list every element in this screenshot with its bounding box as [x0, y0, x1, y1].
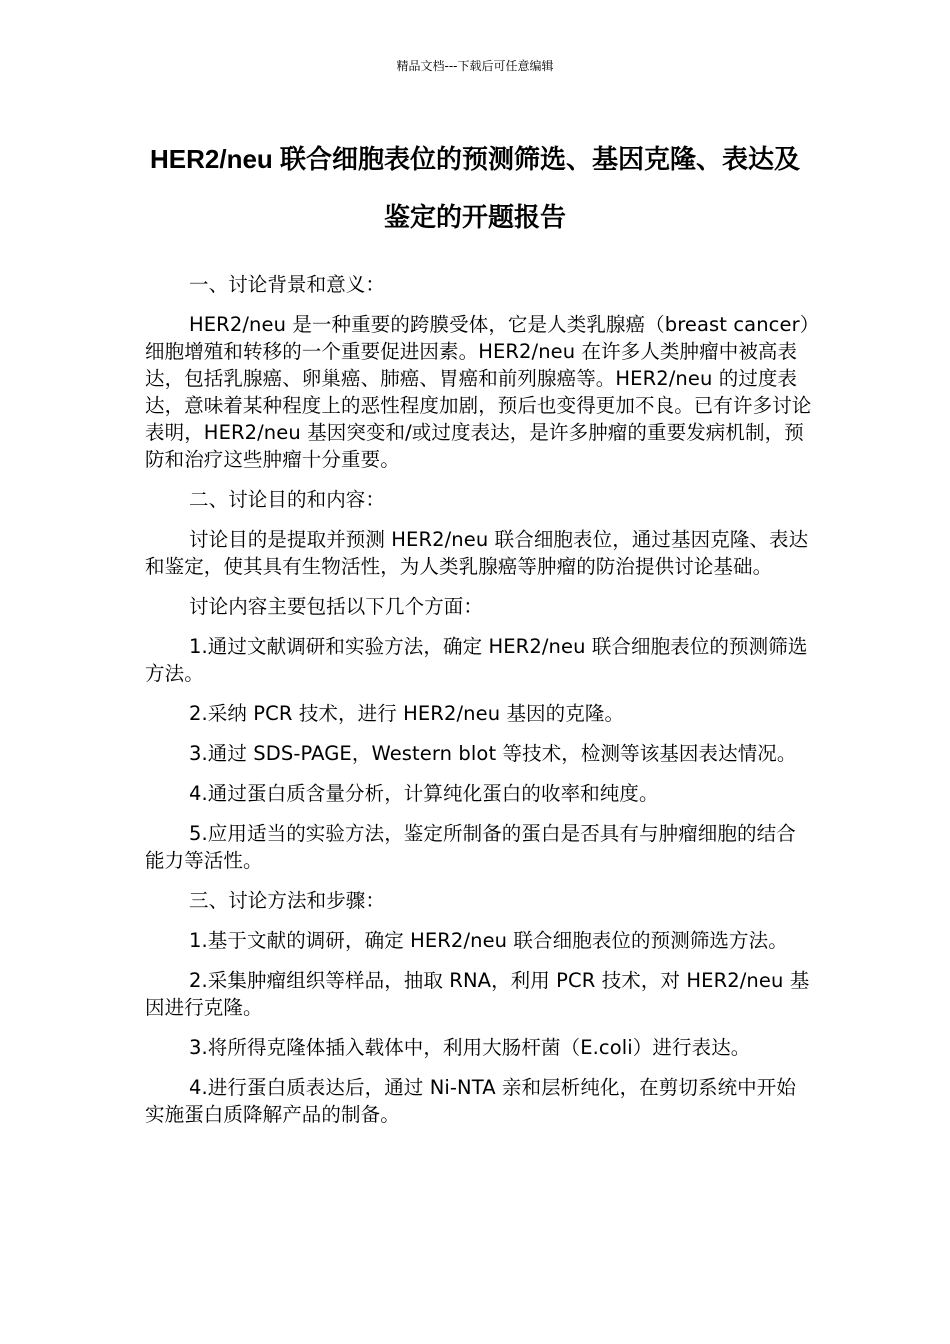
paragraph-background: HER2/neu 是一种重要的跨膜受体，它是人类乳腺癌（breast cancer）细胞增殖和转移的一个重要促进因素。HER2/neu 在许多人类肿瘤中被高表达，包括乳腺癌、卵巢癌、肺癌、胃癌和前列腺癌等。HER2/neu 的过度表达，意味着某种程度上的恶性程度加剧，预后也变得更加不良。已有许多讨论表明，HER2/neu 基因突变和/或过度表达，是许多肿瘤的重要发病机制，预防和治疗这些肿瘤十分重要。 — [145, 313, 812, 471]
paragraph-content-intro: 讨论内容主要包括以下几个方面： — [189, 595, 484, 618]
list-item: 3.通过 SDS-PAGE，Western blot 等技术，检测等该基因表达情况。 — [189, 742, 797, 765]
list-item: 1.基于文献的调研，确定 HER2/neu 联合细胞表位的预测筛选方法。 — [189, 929, 788, 952]
header-note: 精品文档---下载后可任意编辑 — [396, 59, 554, 73]
list-item: 4.进行蛋白质表达后，通过 Ni-NTA 亲和层析纯化，在剪切系统中开始实施蛋白质降解产品的制备。 — [145, 1076, 796, 1126]
section-heading-background: 一、讨论背景和意义： — [189, 273, 386, 296]
list-item: 5.应用适当的实验方法，鉴定所制备的蛋白是否具有与肿瘤细胞的结合能力等活性。 — [145, 822, 796, 872]
section-heading-purpose: 二、讨论目的和内容： — [189, 488, 386, 511]
document-title: HER2/neu 联合细胞表位的预测筛选、基因克隆、表达及鉴定的开题报告 — [149, 144, 801, 232]
list-item: 4.通过蛋白质含量分析，计算纯化蛋白的收率和纯度。 — [189, 782, 659, 805]
list-item: 2.采纳 PCR 技术，进行 HER2/neu 基因的克隆。 — [189, 702, 625, 725]
document-body — [145, 271, 813, 1141]
section-heading-methods: 三、讨论方法和步骤： — [189, 889, 386, 912]
paragraph-purpose: 讨论目的是提取并预测 HER2/neu 联合细胞表位，通过基因克隆、表达和鉴定，使其具有生物活性，为人类乳腺癌等肿瘤的防治提供讨论基础。 — [145, 528, 809, 578]
list-item: 2.采集肿瘤组织等样品，抽取 RNA，利用 PCR 技术，对 HER2/neu 基因进行克隆。 — [145, 969, 810, 1019]
list-item: 3.将所得克隆体插入载体中，利用大肠杆菌（E.coli）进行表达。 — [189, 1036, 751, 1059]
list-item: 1.通过文献调研和实验方法，确定 HER2/neu 联合细胞表位的预测筛选方法。 — [145, 635, 808, 685]
